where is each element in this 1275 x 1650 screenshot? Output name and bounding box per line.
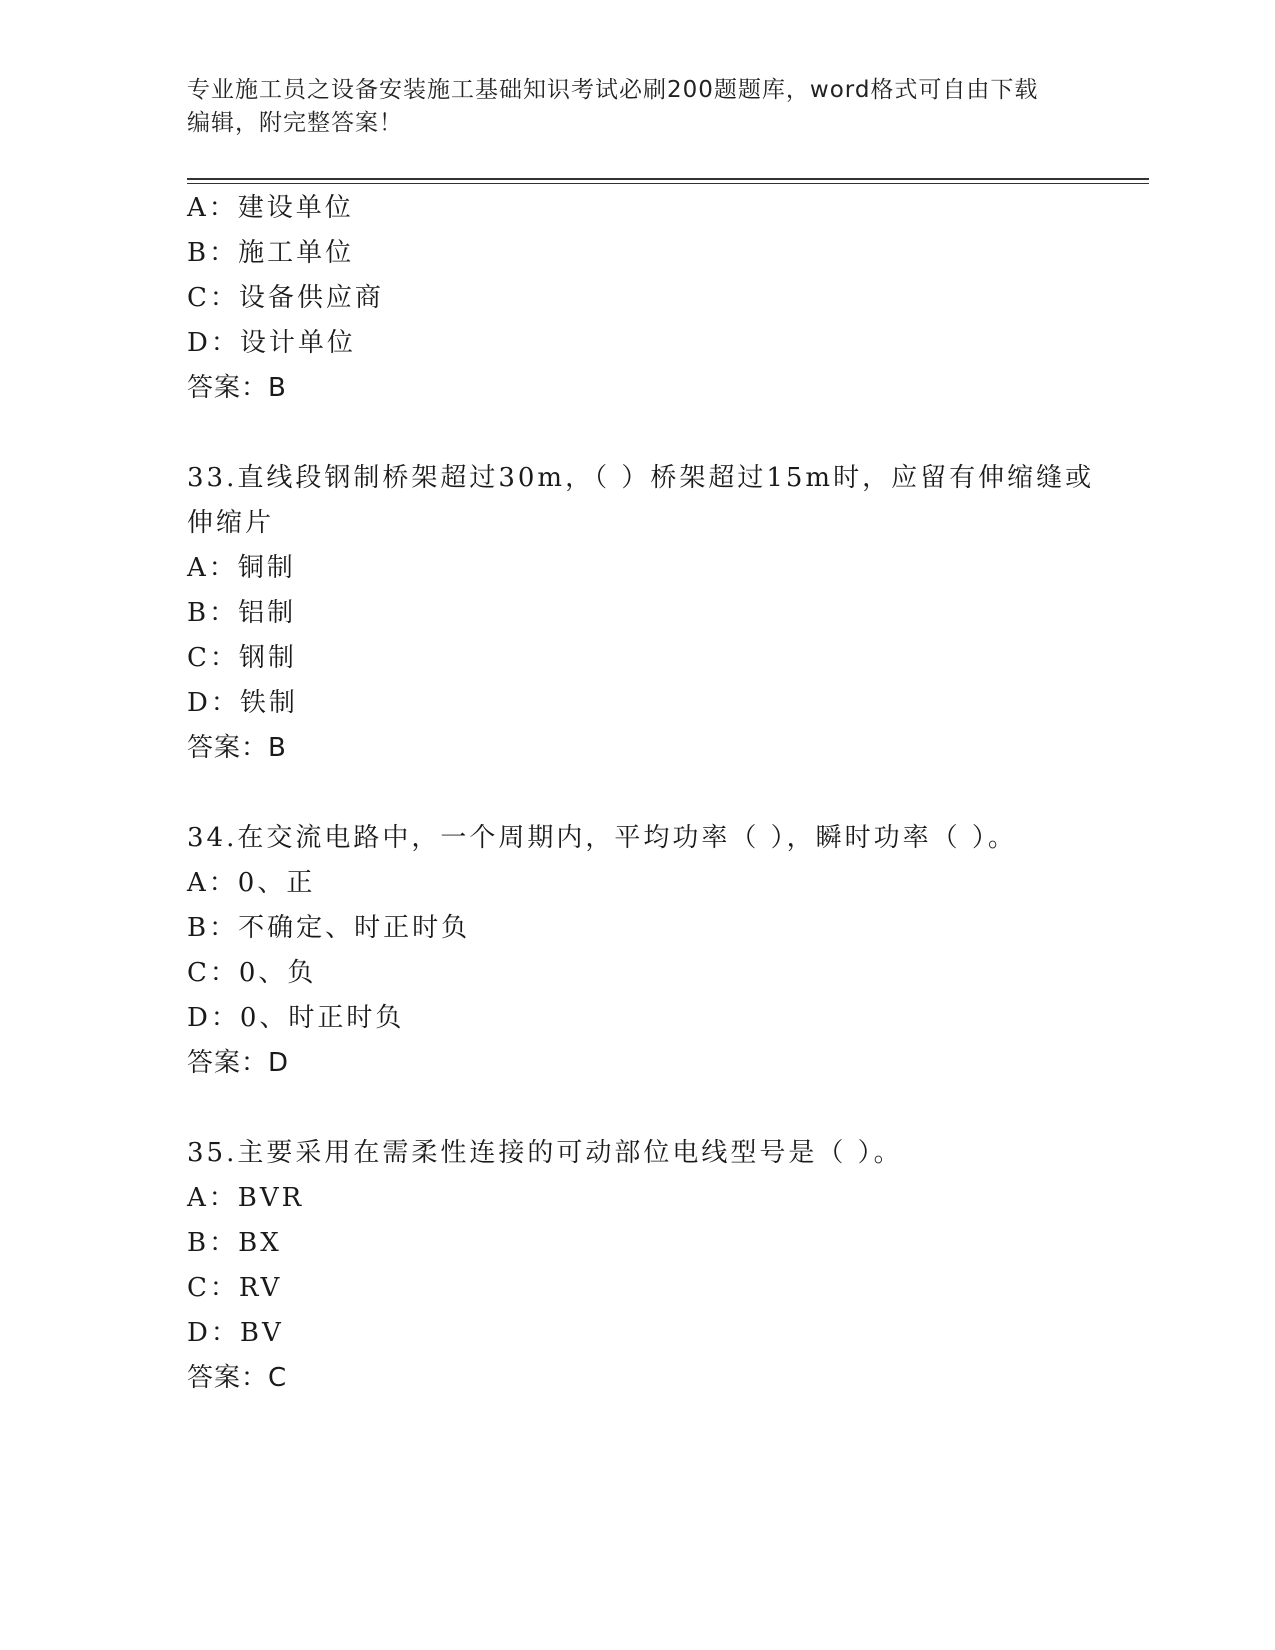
q34-option-b: B：不确定、时正时负 bbox=[187, 913, 471, 943]
q32-option-c: C：设备供应商 bbox=[187, 283, 384, 313]
q34-option-d: D：0、时正时负 bbox=[187, 1003, 405, 1033]
q35-option-a: A：BVR bbox=[187, 1183, 305, 1213]
q35-stem: 35.主要采用在需柔性连接的可动部位电线型号是（ ）。 bbox=[187, 1138, 903, 1168]
header-title-line1: 专业施工员之设备安装施工基础知识考试必刷200题题库，word格式可自由下载 bbox=[187, 77, 1039, 103]
q32-answer: 答案：B bbox=[187, 373, 287, 403]
q34-answer: 答案：D bbox=[187, 1048, 290, 1078]
document-header bbox=[187, 74, 1087, 140]
q33-option-c: C：钢制 bbox=[187, 643, 297, 673]
q32-option-b: B：施工单位 bbox=[187, 238, 355, 268]
header-divider-thin bbox=[187, 183, 1149, 184]
q35-option-b: B：BX bbox=[187, 1228, 282, 1258]
q32-option-a: A：建设单位 bbox=[187, 193, 354, 223]
q34-stem: 34.在交流电路中，一个周期内，平均功率（ ），瞬时功率（ ）。 bbox=[187, 823, 1017, 853]
q33-option-d: D：铁制 bbox=[187, 688, 298, 718]
q35-answer: 答案：C bbox=[187, 1363, 288, 1393]
q33-stem-line1: 33.直线段钢制桥架超过30m，（ ）桥架超过15m时，应留有伸缩缝或 bbox=[187, 463, 1095, 493]
q35-option-d: D：BV bbox=[187, 1318, 284, 1348]
q33-stem-line2: 伸缩片 bbox=[187, 508, 275, 538]
q32-option-d: D：设计单位 bbox=[187, 328, 356, 358]
q34-option-a: A：0、正 bbox=[187, 868, 316, 898]
q33-option-a: A：铜制 bbox=[187, 553, 296, 583]
q35-option-c: C：RV bbox=[187, 1273, 283, 1303]
q34-option-c: C：0、负 bbox=[187, 958, 317, 988]
header-divider-thick bbox=[187, 178, 1149, 180]
header-title-line2: 编辑，附完整答案！ bbox=[187, 110, 403, 136]
q33-option-b: B：铝制 bbox=[187, 598, 297, 628]
q33-answer: 答案：B bbox=[187, 733, 287, 763]
